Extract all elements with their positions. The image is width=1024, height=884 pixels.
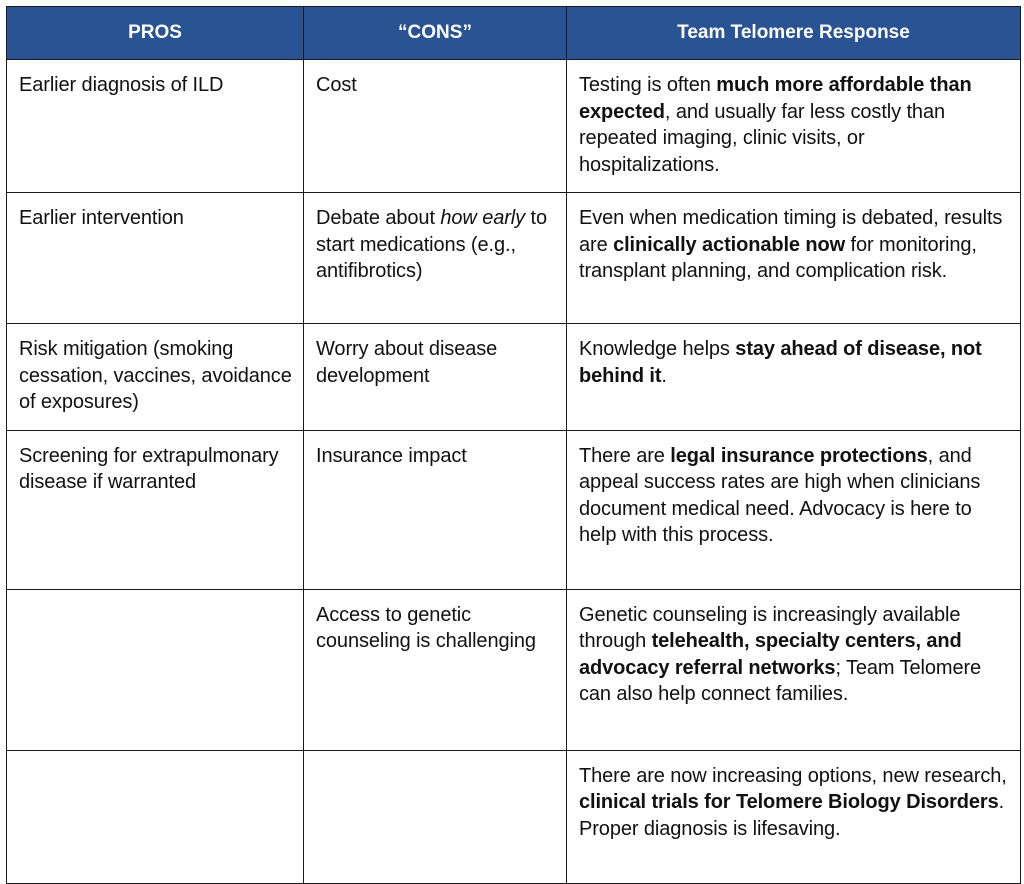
table-row xyxy=(7,430,1021,589)
con-text: Insurance impact xyxy=(316,444,467,467)
table-row xyxy=(7,750,1021,883)
response-cell xyxy=(567,60,1021,193)
con-emphasis: how early xyxy=(440,207,526,229)
response-cell xyxy=(567,589,1021,750)
table-row xyxy=(7,324,1021,431)
header-team-telomere-response: Team Telomere Response xyxy=(567,7,1021,60)
pro-cell: Earlier intervention xyxy=(7,193,304,324)
con-cell xyxy=(304,589,567,750)
con-text: to start medications (e.g., antifibrotics) xyxy=(316,207,547,282)
con-text: Cost xyxy=(316,74,357,96)
pro-cell: Risk mitigation (smoking cessation, vaccines, avoidance of exposures) xyxy=(7,324,304,431)
con-text: Worry about disease development xyxy=(316,338,498,387)
response-emphasis: much more affordable than expected xyxy=(579,74,972,123)
response-text: ; Team Telomere can also help connect families. xyxy=(579,656,982,705)
table-row xyxy=(7,589,1021,750)
response-text: Testing is often xyxy=(579,74,717,96)
response-emphasis: stay ahead of disease, not behind it xyxy=(579,338,982,387)
response-cell xyxy=(567,324,1021,431)
pros-cons-table-wrapper xyxy=(6,6,1020,884)
pro-cell xyxy=(7,750,304,883)
con-text: Access to genetic counseling is challenging xyxy=(316,603,536,652)
header-cons: “CONS” xyxy=(304,7,567,60)
pros-cons-table xyxy=(6,6,1021,884)
response-text: for monitoring, transplant planning, and complication risk. xyxy=(579,233,977,282)
response-text: . Proper diagnosis is lifesaving. xyxy=(579,791,1005,840)
response-cell xyxy=(567,750,1021,883)
header-pros: PROS xyxy=(7,7,304,60)
con-cell xyxy=(304,750,567,883)
con-cell xyxy=(304,324,567,431)
response-emphasis: telehealth, specialty centers, and advocacy referral networks xyxy=(579,630,962,679)
con-cell xyxy=(304,60,567,193)
response-emphasis: clinically actionable now xyxy=(613,233,846,256)
response-text: Even when medication timing is debated, results are xyxy=(579,207,1003,256)
response-cell xyxy=(567,430,1021,589)
table-header-row xyxy=(7,7,1021,60)
response-text: There are xyxy=(579,444,671,467)
response-cell xyxy=(567,193,1021,324)
response-text: There are now increasing options, new research, xyxy=(579,764,1007,787)
response-text: , and appeal success rates are high when clinicians document medical need. Advocacy is here to help with this process. xyxy=(579,444,981,546)
con-cell xyxy=(304,193,567,324)
pro-cell: Screening for extrapulmonary disease if warranted xyxy=(7,430,304,589)
con-text: Debate about xyxy=(316,207,441,229)
pro-cell: Earlier diagnosis of ILD xyxy=(7,60,304,193)
pro-cell xyxy=(7,589,304,750)
response-text: , and usually far less costly than repeated imaging, clinic visits, or hospitalizations. xyxy=(579,100,945,176)
response-text: Genetic counseling is increasingly available through xyxy=(579,603,961,652)
table-row xyxy=(7,60,1021,193)
con-cell xyxy=(304,430,567,589)
table-row xyxy=(7,193,1021,324)
response-text: Knowledge helps xyxy=(579,338,736,360)
response-emphasis: clinical trials for Telomere Biology Disorders xyxy=(579,791,999,813)
response-emphasis: legal insurance protections xyxy=(670,444,928,467)
response-text: . xyxy=(661,364,667,387)
